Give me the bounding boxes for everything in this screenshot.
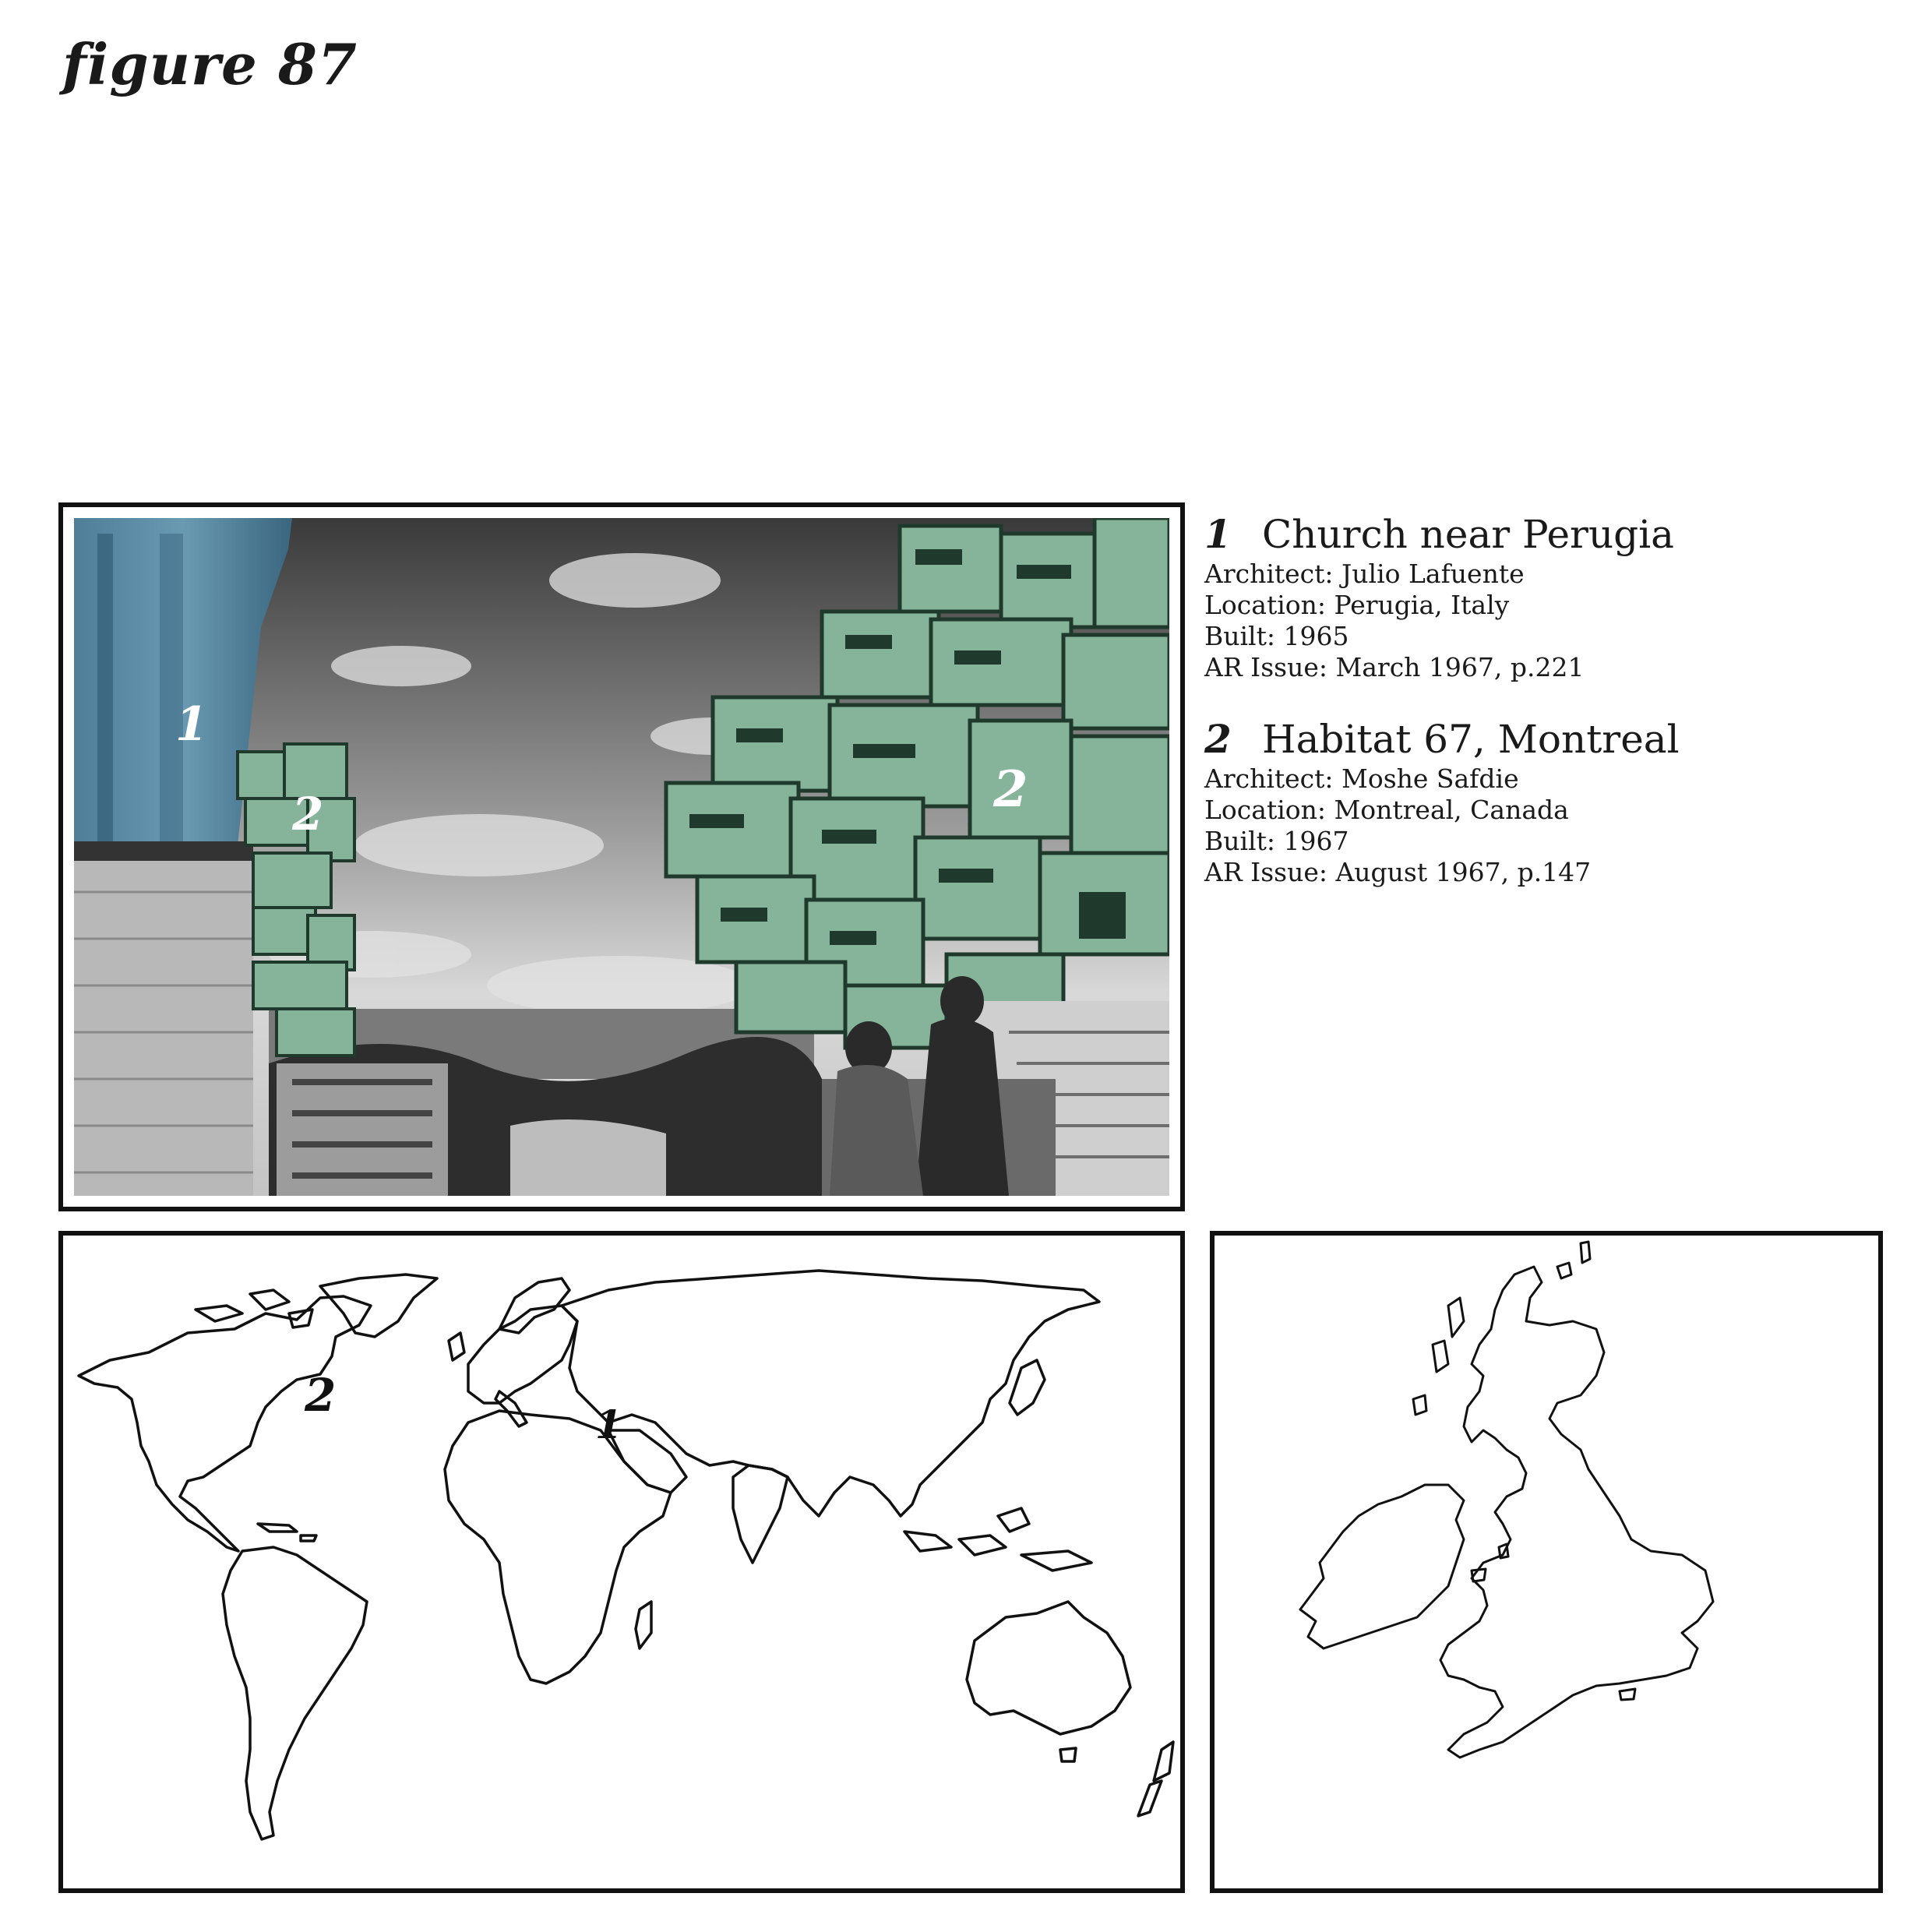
info-heading-2 <box>1204 715 1906 763</box>
info-location-1: Location: Perugia, Italy <box>1204 590 1510 620</box>
collage-label-2-left: 2 <box>292 788 324 841</box>
info-architect-1: Architect: Julio Lafuente <box>1204 559 1525 589</box>
info-number-1: 1 <box>1204 511 1232 557</box>
info-name-2: Habitat 67, Montreal <box>1262 717 1680 762</box>
collage-image <box>74 518 1169 1196</box>
greenland-outline <box>320 1274 437 1337</box>
north-america-outline <box>79 1296 371 1551</box>
info-block-1 <box>1204 510 1906 683</box>
collage-label-1: 1 <box>175 697 208 752</box>
collage-frame <box>58 502 1185 1211</box>
info-issue-1: AR Issue: March 1967, p.221 <box>1204 652 1585 682</box>
collage-label-2-right: 2 <box>993 760 1028 819</box>
info-location-2: Location: Montreal, Canada <box>1204 795 1569 825</box>
info-number-2: 2 <box>1204 716 1232 762</box>
info-block-2 <box>1204 715 1906 888</box>
world-map <box>63 1236 1180 1888</box>
uk-map-frame <box>1210 1231 1883 1893</box>
great-britain-outline <box>1440 1267 1713 1757</box>
figure-title: figure 87 <box>62 31 358 97</box>
south-america-outline <box>223 1547 367 1839</box>
church-base <box>74 853 253 1196</box>
japan-outline <box>1010 1360 1045 1415</box>
info-issue-2: AR Issue: August 1967, p.147 <box>1204 857 1592 887</box>
info-built-2: Built: 1967 <box>1204 826 1349 856</box>
ireland-outline <box>1300 1485 1464 1648</box>
world-map-frame <box>58 1231 1185 1893</box>
info-built-1: Built: 1965 <box>1204 621 1349 651</box>
italy-outline <box>495 1391 527 1426</box>
info-heading-1 <box>1204 510 1906 559</box>
info-name-1: Church near Perugia <box>1262 512 1674 557</box>
collage-illustration <box>74 518 1169 1196</box>
world-map-marker-2: 2 <box>305 1369 337 1422</box>
africa-outline <box>445 1411 671 1683</box>
europe-outline <box>468 1306 577 1403</box>
world-map-marker-1: 1 <box>595 1401 622 1447</box>
info-architect-2: Architect: Moshe Safdie <box>1204 763 1519 794</box>
australia-outline <box>967 1602 1130 1734</box>
river <box>510 1119 666 1196</box>
uk-map <box>1215 1236 1878 1888</box>
